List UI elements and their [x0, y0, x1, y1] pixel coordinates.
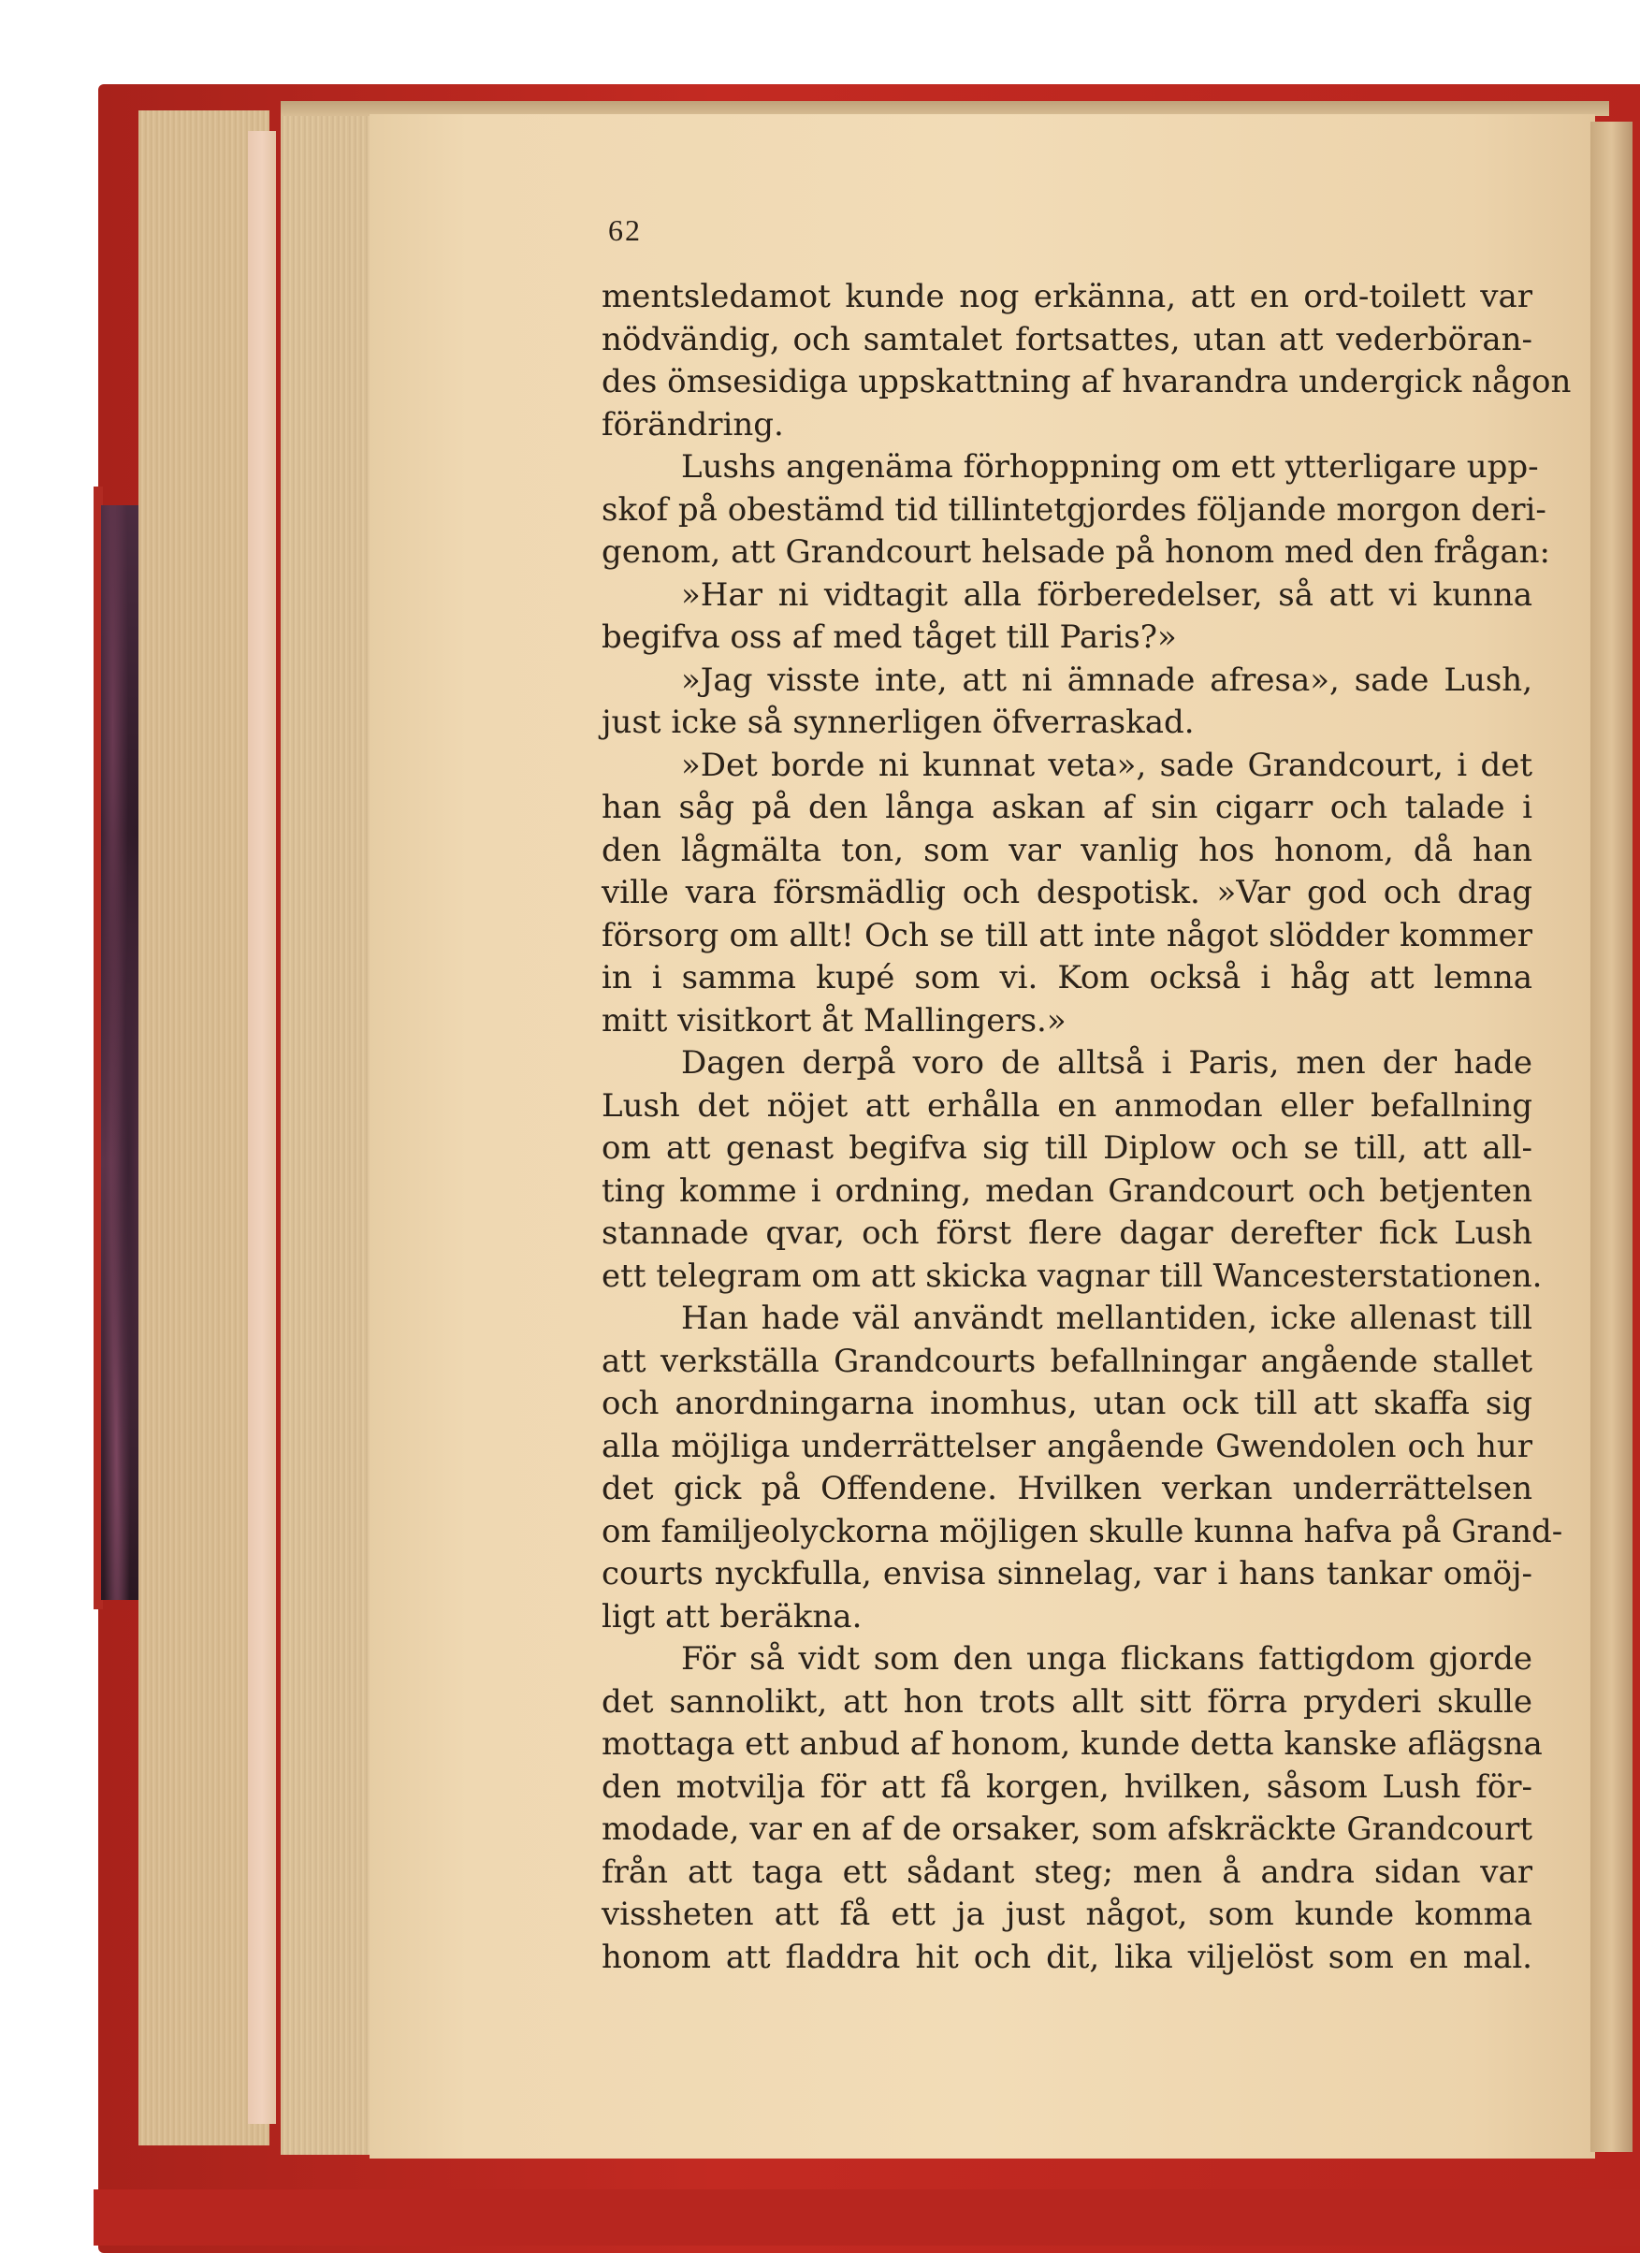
text-line: »Jag visste inte, att ni ämnade afresa», sade Lush, [681, 661, 1532, 699]
text-line: honom att fladdra hit och dit, lika viljelöst som en mal. [602, 1938, 1532, 1976]
page-text [602, 276, 1572, 1979]
text-line: ligt att beräkna. [602, 1597, 863, 1636]
text-line: Dagen derpå voro de alltså i Paris, men der hade [681, 1044, 1532, 1082]
text-line: att verkställa Grandcourts befallningar angående stallet [602, 1342, 1532, 1380]
text-line: vissheten att få ett ja just något, som kunde komma [602, 1896, 1532, 1933]
text-line: förändring. [602, 405, 784, 443]
text-line: des ömsesidiga uppskattning af hvarandra undergick någon [602, 363, 1572, 400]
text-line: från att taga ett sådant steg; men å andra sidan var [602, 1853, 1532, 1891]
text-line: modade, var en af de orsaker, som afskräckte Grandcourt [602, 1810, 1532, 1848]
text-line: »Har ni vidtagit alla förberedelser, så att vi kunna [681, 575, 1532, 614]
text-line: ting komme i ordning, medan Grandcourt och betjenten [602, 1171, 1532, 1210]
text-line: och anordningarna inomhus, utan ock till att skaffa sig [602, 1385, 1532, 1422]
text-line: courts nyckfulla, envisa sinnelag, var i hans tankar omöj- [602, 1555, 1532, 1592]
text-line: genom, att Grandcourt helsade på honom med den frågan: [602, 533, 1550, 571]
text-line: mottaga ett anbud af honom, kunde detta kanske aflägsna [602, 1725, 1543, 1763]
text-line: alla möjliga underrättelser angående Gwendolen och hur [602, 1427, 1532, 1465]
cover-bottom-edge [94, 2189, 1640, 2246]
text-line: just icke så synnerligen öfverraskad. [602, 704, 1195, 741]
text-line: den lågmälta ton, som var vanlig hos honom, då han [602, 831, 1532, 869]
middle-page-stack [281, 110, 384, 2155]
text-line: skof på obestämd tid tillintetgjordes följande morgon deri- [602, 490, 1546, 529]
text-line: mentsledamot kunde nog erkänna, att en ord-toilett var [602, 278, 1532, 315]
text-line: om familjeolyckorna möjligen skulle kunna hafva på Grand- [602, 1512, 1563, 1550]
text-line: ett telegram om att skicka vagnar till Wancesterstationen. [602, 1257, 1543, 1295]
text-line: om att genast begifva sig till Diplow och se till, att all- [602, 1129, 1532, 1167]
text-line: den motvilja för att få korgen, hvilken, såsom Lush för- [602, 1767, 1532, 1806]
text-line: »Det borde ni kunnat veta», sade Grandcourt, i det [681, 746, 1532, 784]
page-number: 62 [608, 213, 642, 247]
text-line: Lush det nöjet att erhålla en anmodan eller befallning [602, 1086, 1532, 1125]
right-page-sliver [1590, 122, 1633, 2152]
text-line: nödvändig, och samtalet fortsattes, utan att vederböran- [602, 320, 1532, 358]
text-line: mitt visitkort åt Mallingers.» [602, 1001, 1067, 1040]
text-line: han såg på den långa askan af sin cigarr och talade i [602, 789, 1532, 826]
left-page-edge [248, 131, 276, 2124]
text-line: det sannolikt, att hon trots allt sitt förra pryderi skulle [602, 1682, 1532, 1721]
text-line: Lushs angenäma förhoppning om ett ytterligare upp- [681, 448, 1539, 486]
text-line: stannade qvar, och först flere dagar derefter fick Lush [602, 1214, 1532, 1252]
text-line: det gick på Offendene. Hvilken verkan underrättelsen [602, 1470, 1532, 1507]
text-line: in i samma kupé som vi. Kom också i håg att lemna [602, 959, 1532, 996]
text-line: begifva oss af med tåget till Paris?» [602, 618, 1177, 656]
text-line: Han hade väl användt mellantiden, icke allenast till [681, 1300, 1532, 1337]
text-line: För så vidt som den unga flickans fattigdom gjorde [681, 1640, 1532, 1678]
text-line: försorg om allt! Och se till att inte något slödder kommer [602, 916, 1532, 954]
text-line: ville vara försmädlig och despotisk. »Var god och drag [602, 874, 1532, 911]
marbled-spine [101, 505, 140, 1600]
